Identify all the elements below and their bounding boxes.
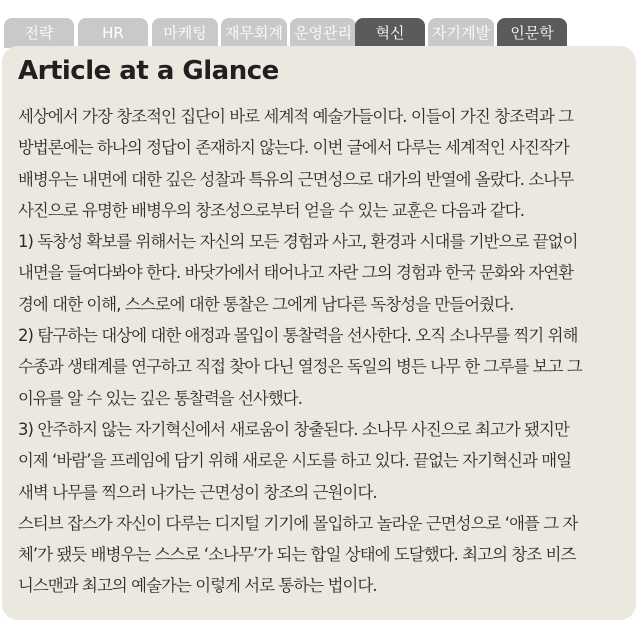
article-line: 이제 ‘바람’을 프레임에 담기 위해 새로운 시도를 하고 있다. 끝없는 자기혁신과 매일 — [18, 451, 572, 471]
tab-innovation[interactable]: 혁신 — [355, 18, 425, 48]
article-line: 방법론에는 하나의 정답이 존재하지 않는다. 이번 글에서 다루는 세계적인 사진작가 — [18, 138, 569, 158]
article-body — [18, 101, 624, 602]
tab-finance-accounting[interactable]: 재무회계 — [221, 18, 287, 48]
article-line: 체’가 됐듯 배병우는 스스로 ‘소나무’가 되는 합일 상태에 도달했다. 최고의 창조 비즈 — [18, 545, 576, 565]
article-line: 1) 독창성 확보를 위해서는 자신의 모든 경험과 사고, 환경과 시대를 기반으로 끝없이 — [18, 232, 578, 252]
article-at-a-glance-box — [2, 46, 636, 620]
article-line: 스티브 잡스가 자신이 다루는 디지털 기기에 몰입하고 놀라운 근면성으로 ‘애플 그 자 — [18, 513, 578, 533]
category-tab-bar — [0, 0, 640, 48]
tab-hr[interactable]: HR — [78, 18, 148, 48]
tab-self-development[interactable]: 자기계발 — [428, 18, 494, 48]
tab-humanities[interactable]: 인문학 — [497, 18, 567, 48]
article-line: 경에 대한 이해, 스스로에 대한 통찰은 그에게 남다른 독창성을 만들어줬다. — [18, 294, 514, 314]
tab-operations[interactable]: 운영관리 — [290, 18, 356, 48]
tab-strategy[interactable]: 전략 — [4, 18, 74, 48]
article-line: 사진으로 유명한 배병우의 창조성으로부터 얻을 수 있는 교훈은 다음과 같다. — [18, 200, 525, 220]
article-line: 배병우는 내면에 대한 깊은 성찰과 특유의 근면성으로 대가의 반열에 올랐다. 소나무 — [18, 169, 574, 189]
article-line: 이유를 알 수 있는 깊은 통찰력을 선사했다. — [18, 388, 303, 408]
article-line: 새벽 나무를 찍으러 나가는 근면성이 창조의 근원이다. — [18, 482, 377, 502]
article-line: 3) 안주하지 않는 자기혁신에서 새로움이 창출된다. 소나무 사진으로 최고가 됐지만 — [18, 419, 569, 439]
article-line: 2) 탐구하는 대상에 대한 애정과 몰입이 통찰력을 선사한다. 오직 소나무를 찍기 위해 — [18, 326, 578, 346]
article-title: Article at a Glance — [18, 56, 279, 86]
article-line: 내면을 들여다봐야 한다. 바닷가에서 태어나고 자란 그의 경험과 한국 문화와 자연환 — [18, 263, 574, 283]
article-line: 수종과 생태계를 연구하고 직접 찾아 다닌 열정은 독일의 병든 나무 한 그루를 보고 그 — [18, 357, 582, 377]
article-line: 니스맨과 최고의 예술가는 이렇게 서로 통하는 법이다. — [18, 576, 377, 596]
tab-marketing[interactable]: 마케팅 — [152, 18, 218, 48]
article-line: 세상에서 가장 창조적인 집단이 바로 세계적 예술가들이다. 이들이 가진 창조력과 그 — [18, 107, 574, 126]
